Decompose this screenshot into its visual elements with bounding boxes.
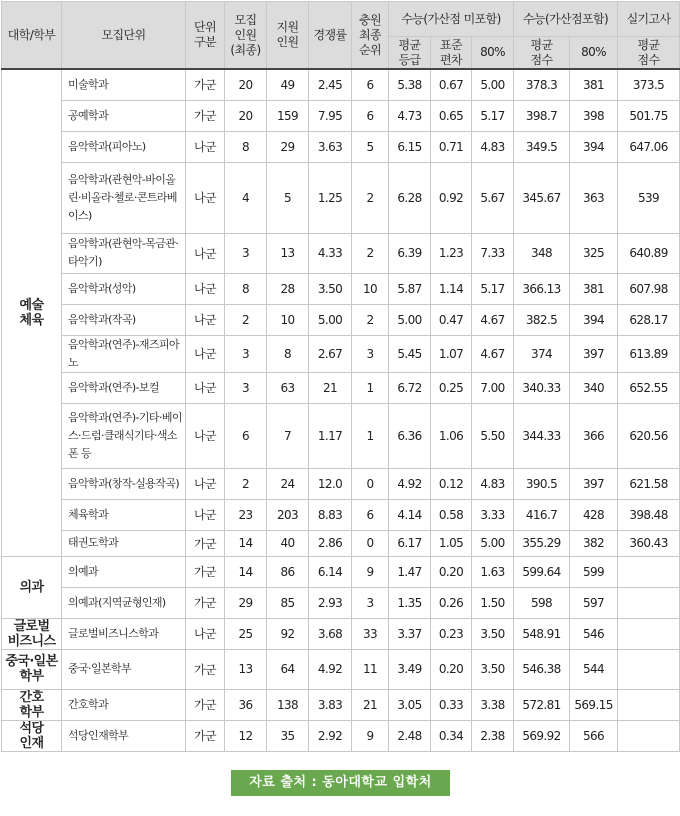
quota-cell: 2 xyxy=(225,304,267,335)
stdev-cell: 0.25 xyxy=(431,372,472,403)
quota-cell: 4 xyxy=(225,162,267,233)
quota-cell: 20 xyxy=(225,100,267,131)
header-avg-grade: 평균 등급 xyxy=(389,37,431,70)
final-rank-cell: 0 xyxy=(352,530,389,556)
avg-grade-cell: 2.48 xyxy=(389,720,431,751)
practical-cell xyxy=(618,618,680,649)
competition-cell: 1.17 xyxy=(309,403,352,468)
stdev-cell: 0.20 xyxy=(431,649,472,689)
p80b-cell: 398 xyxy=(570,100,618,131)
p80b-cell: 544 xyxy=(570,649,618,689)
table-row xyxy=(2,100,680,131)
table-body xyxy=(2,69,680,751)
p80-cell: 4.83 xyxy=(472,468,514,499)
p80-cell: 7.33 xyxy=(472,233,514,273)
group-cell: 가군 xyxy=(186,100,225,131)
avg-grade-cell: 5.38 xyxy=(389,69,431,100)
quota-cell: 13 xyxy=(225,649,267,689)
stdev-cell: 0.33 xyxy=(431,689,472,720)
group-cell: 나군 xyxy=(186,403,225,468)
group-cell: 나군 xyxy=(186,499,225,530)
header-stdev: 표준 편차 xyxy=(431,37,472,70)
quota-cell: 8 xyxy=(225,273,267,304)
practical-cell: 501.75 xyxy=(618,100,680,131)
header-avg-score-practical: 평균 점수 xyxy=(618,37,680,70)
table-row xyxy=(2,499,680,530)
stdev-cell: 1.23 xyxy=(431,233,472,273)
practical-cell xyxy=(618,587,680,618)
practical-cell: 613.89 xyxy=(618,335,680,372)
stdev-cell: 1.07 xyxy=(431,335,472,372)
competition-cell: 4.92 xyxy=(309,649,352,689)
applicants-cell: 203 xyxy=(267,499,309,530)
stdev-cell: 0.67 xyxy=(431,69,472,100)
practical-cell: 398.48 xyxy=(618,499,680,530)
stdev-cell: 0.20 xyxy=(431,556,472,587)
avg-score-cell: 349.5 xyxy=(514,131,570,162)
avg-grade-cell: 4.73 xyxy=(389,100,431,131)
quota-cell: 23 xyxy=(225,499,267,530)
practical-cell: 640.89 xyxy=(618,233,680,273)
unit-cell: 공예학과 xyxy=(62,100,186,131)
avg-score-cell: 390.5 xyxy=(514,468,570,499)
practical-cell: 628.17 xyxy=(618,304,680,335)
final-rank-cell: 5 xyxy=(352,131,389,162)
unit-cell: 음악학과(연주)-보컬 xyxy=(62,372,186,403)
unit-cell: 음악학과(연주)-재즈피아노 xyxy=(62,335,186,372)
quota-cell: 6 xyxy=(225,403,267,468)
p80-cell: 5.00 xyxy=(472,69,514,100)
header-suneung-excl: 수능(가산점 미포함) xyxy=(389,2,514,37)
quota-cell: 25 xyxy=(225,618,267,649)
p80-cell: 5.50 xyxy=(472,403,514,468)
avg-score-cell: 374 xyxy=(514,335,570,372)
stdev-cell: 0.26 xyxy=(431,587,472,618)
quota-cell: 36 xyxy=(225,689,267,720)
competition-cell: 2.92 xyxy=(309,720,352,751)
avg-grade-cell: 3.49 xyxy=(389,649,431,689)
header-applicants: 지원 인원 xyxy=(267,2,309,70)
applicants-cell: 29 xyxy=(267,131,309,162)
table-row xyxy=(2,304,680,335)
unit-cell: 음악학과(피아노) xyxy=(62,131,186,162)
table-row xyxy=(2,233,680,273)
stdev-cell: 0.71 xyxy=(431,131,472,162)
avg-grade-cell: 4.92 xyxy=(389,468,431,499)
final-rank-cell: 0 xyxy=(352,468,389,499)
group-cell: 가군 xyxy=(186,530,225,556)
group-cell: 가군 xyxy=(186,689,225,720)
final-rank-cell: 33 xyxy=(352,618,389,649)
group-cell: 가군 xyxy=(186,556,225,587)
p80b-cell: 366 xyxy=(570,403,618,468)
applicants-cell: 24 xyxy=(267,468,309,499)
group-cell: 나군 xyxy=(186,372,225,403)
applicants-cell: 64 xyxy=(267,649,309,689)
final-rank-cell: 6 xyxy=(352,69,389,100)
group-cell: 나군 xyxy=(186,304,225,335)
competition-cell: 2.67 xyxy=(309,335,352,372)
header-group: 단위 구분 xyxy=(186,2,225,70)
final-rank-cell: 3 xyxy=(352,587,389,618)
table-row xyxy=(2,556,680,587)
p80b-cell: 363 xyxy=(570,162,618,233)
avg-score-cell: 398.7 xyxy=(514,100,570,131)
table-row xyxy=(2,720,680,751)
p80b-cell: 599 xyxy=(570,556,618,587)
avg-score-cell: 569.92 xyxy=(514,720,570,751)
p80b-cell: 569.15 xyxy=(570,689,618,720)
stdev-cell: 0.58 xyxy=(431,499,472,530)
p80b-cell: 382 xyxy=(570,530,618,556)
avg-grade-cell: 6.36 xyxy=(389,403,431,468)
p80-cell: 2.38 xyxy=(472,720,514,751)
practical-cell: 360.43 xyxy=(618,530,680,556)
stdev-cell: 1.06 xyxy=(431,403,472,468)
competition-cell: 1.25 xyxy=(309,162,352,233)
final-rank-cell: 2 xyxy=(352,304,389,335)
competition-cell: 3.50 xyxy=(309,273,352,304)
stdev-cell: 0.92 xyxy=(431,162,472,233)
college-cell: 글로벌 비즈니스 xyxy=(2,618,62,649)
avg-grade-cell: 6.17 xyxy=(389,530,431,556)
quota-cell: 3 xyxy=(225,335,267,372)
competition-cell: 5.00 xyxy=(309,304,352,335)
applicants-cell: 7 xyxy=(267,403,309,468)
college-cell: 간호 학부 xyxy=(2,689,62,720)
header-quota: 모집 인원 (최종) xyxy=(225,2,267,70)
unit-cell: 음악학과(관현악-바이올린·비올라·첼로·콘트라베이스) xyxy=(62,162,186,233)
header-college: 대학/학부 xyxy=(2,2,62,70)
applicants-cell: 5 xyxy=(267,162,309,233)
college-cell: 예술 체육 xyxy=(2,69,62,556)
avg-grade-cell: 6.15 xyxy=(389,131,431,162)
avg-grade-cell: 1.47 xyxy=(389,556,431,587)
unit-cell: 석당인재학부 xyxy=(62,720,186,751)
practical-cell: 647.06 xyxy=(618,131,680,162)
avg-score-cell: 345.67 xyxy=(514,162,570,233)
p80b-cell: 566 xyxy=(570,720,618,751)
p80-cell: 3.38 xyxy=(472,689,514,720)
final-rank-cell: 2 xyxy=(352,233,389,273)
applicants-cell: 28 xyxy=(267,273,309,304)
p80b-cell: 397 xyxy=(570,335,618,372)
avg-grade-cell: 6.39 xyxy=(389,233,431,273)
practical-cell: 373.5 xyxy=(618,69,680,100)
final-rank-cell: 10 xyxy=(352,273,389,304)
competition-cell: 4.33 xyxy=(309,233,352,273)
practical-cell xyxy=(618,720,680,751)
table-row xyxy=(2,689,680,720)
p80b-cell: 428 xyxy=(570,499,618,530)
table-row xyxy=(2,335,680,372)
quota-cell: 14 xyxy=(225,530,267,556)
stdev-cell: 0.47 xyxy=(431,304,472,335)
group-cell: 나군 xyxy=(186,131,225,162)
practical-cell xyxy=(618,689,680,720)
applicants-cell: 40 xyxy=(267,530,309,556)
unit-cell: 음악학과(성악) xyxy=(62,273,186,304)
practical-cell: 621.58 xyxy=(618,468,680,499)
avg-score-cell: 598 xyxy=(514,587,570,618)
competition-cell: 6.14 xyxy=(309,556,352,587)
header-practical: 실기고사 xyxy=(618,2,680,37)
applicants-cell: 85 xyxy=(267,587,309,618)
p80b-cell: 381 xyxy=(570,273,618,304)
avg-score-cell: 355.29 xyxy=(514,530,570,556)
avg-grade-cell: 6.28 xyxy=(389,162,431,233)
avg-score-cell: 378.3 xyxy=(514,69,570,100)
group-cell: 나군 xyxy=(186,468,225,499)
group-cell: 나군 xyxy=(186,273,225,304)
p80b-cell: 394 xyxy=(570,304,618,335)
p80-cell: 5.17 xyxy=(472,273,514,304)
avg-score-cell: 548.91 xyxy=(514,618,570,649)
avg-grade-cell: 1.35 xyxy=(389,587,431,618)
avg-grade-cell: 4.14 xyxy=(389,499,431,530)
p80b-cell: 394 xyxy=(570,131,618,162)
stdev-cell: 1.14 xyxy=(431,273,472,304)
p80-cell: 1.50 xyxy=(472,587,514,618)
group-cell: 나군 xyxy=(186,233,225,273)
p80b-cell: 340 xyxy=(570,372,618,403)
final-rank-cell: 1 xyxy=(352,403,389,468)
p80b-cell: 546 xyxy=(570,618,618,649)
practical-cell: 620.56 xyxy=(618,403,680,468)
header-final-rank: 충원 최종 순위 xyxy=(352,2,389,70)
competition-cell: 2.86 xyxy=(309,530,352,556)
college-cell: 석당 인재 xyxy=(2,720,62,751)
avg-score-cell: 382.5 xyxy=(514,304,570,335)
header-p80b: 80% xyxy=(570,37,618,70)
table-row xyxy=(2,649,680,689)
avg-score-cell: 340.33 xyxy=(514,372,570,403)
header-unit: 모집단위 xyxy=(62,2,186,70)
final-rank-cell: 6 xyxy=(352,499,389,530)
quota-cell: 29 xyxy=(225,587,267,618)
table-row xyxy=(2,372,680,403)
avg-score-cell: 572.81 xyxy=(514,689,570,720)
p80-cell: 4.67 xyxy=(472,304,514,335)
group-cell: 가군 xyxy=(186,587,225,618)
avg-grade-cell: 5.87 xyxy=(389,273,431,304)
competition-cell: 3.83 xyxy=(309,689,352,720)
final-rank-cell: 21 xyxy=(352,689,389,720)
final-rank-cell: 9 xyxy=(352,720,389,751)
quota-cell: 3 xyxy=(225,233,267,273)
final-rank-cell: 2 xyxy=(352,162,389,233)
stdev-cell: 0.23 xyxy=(431,618,472,649)
p80-cell: 3.50 xyxy=(472,649,514,689)
group-cell: 가군 xyxy=(186,720,225,751)
p80-cell: 4.83 xyxy=(472,131,514,162)
p80-cell: 4.67 xyxy=(472,335,514,372)
stdev-cell: 0.12 xyxy=(431,468,472,499)
competition-cell: 3.63 xyxy=(309,131,352,162)
p80b-cell: 325 xyxy=(570,233,618,273)
table-row xyxy=(2,618,680,649)
table-row xyxy=(2,162,680,233)
p80b-cell: 381 xyxy=(570,69,618,100)
table-row xyxy=(2,69,680,100)
practical-cell xyxy=(618,556,680,587)
p80-cell: 5.17 xyxy=(472,100,514,131)
source-caption: 자료 출처 : 동아대학교 입학처 xyxy=(231,770,450,796)
p80-cell: 3.33 xyxy=(472,499,514,530)
unit-cell: 미술학과 xyxy=(62,69,186,100)
group-cell: 가군 xyxy=(186,69,225,100)
header-avg-score: 평균 점수 xyxy=(514,37,570,70)
applicants-cell: 8 xyxy=(267,335,309,372)
competition-cell: 21 xyxy=(309,372,352,403)
competition-cell: 3.68 xyxy=(309,618,352,649)
final-rank-cell: 6 xyxy=(352,100,389,131)
unit-cell: 중국·일본학부 xyxy=(62,649,186,689)
header-suneung-incl: 수능(가산점포함) xyxy=(514,2,618,37)
practical-cell xyxy=(618,649,680,689)
applicants-cell: 49 xyxy=(267,69,309,100)
avg-grade-cell: 5.00 xyxy=(389,304,431,335)
competition-cell: 2.93 xyxy=(309,587,352,618)
avg-grade-cell: 3.37 xyxy=(389,618,431,649)
unit-cell: 간호학과 xyxy=(62,689,186,720)
applicants-cell: 35 xyxy=(267,720,309,751)
avg-score-cell: 416.7 xyxy=(514,499,570,530)
college-cell: 의과 xyxy=(2,556,62,618)
applicants-cell: 92 xyxy=(267,618,309,649)
competition-cell: 8.83 xyxy=(309,499,352,530)
unit-cell: 음악학과(작곡) xyxy=(62,304,186,335)
avg-score-cell: 348 xyxy=(514,233,570,273)
applicants-cell: 86 xyxy=(267,556,309,587)
final-rank-cell: 11 xyxy=(352,649,389,689)
admission-results-table xyxy=(1,1,680,752)
quota-cell: 14 xyxy=(225,556,267,587)
avg-score-cell: 344.33 xyxy=(514,403,570,468)
final-rank-cell: 9 xyxy=(352,556,389,587)
avg-score-cell: 366.13 xyxy=(514,273,570,304)
header-competition: 경쟁률 xyxy=(309,2,352,70)
group-cell: 가군 xyxy=(186,649,225,689)
p80b-cell: 597 xyxy=(570,587,618,618)
table-row xyxy=(2,403,680,468)
applicants-cell: 13 xyxy=(267,233,309,273)
college-cell: 중국·일본 학부 xyxy=(2,649,62,689)
unit-cell: 음악학과(연주)-기타·베이스·드럼·클래식기타·색소폰 등 xyxy=(62,403,186,468)
avg-grade-cell: 6.72 xyxy=(389,372,431,403)
competition-cell: 12.0 xyxy=(309,468,352,499)
final-rank-cell: 1 xyxy=(352,372,389,403)
applicants-cell: 159 xyxy=(267,100,309,131)
p80-cell: 1.63 xyxy=(472,556,514,587)
table-row xyxy=(2,273,680,304)
practical-cell: 607.98 xyxy=(618,273,680,304)
quota-cell: 12 xyxy=(225,720,267,751)
unit-cell: 음악학과(창작-실용작곡) xyxy=(62,468,186,499)
unit-cell: 체육학과 xyxy=(62,499,186,530)
unit-cell: 의예과(지역균형인재) xyxy=(62,587,186,618)
practical-cell: 539 xyxy=(618,162,680,233)
stdev-cell: 0.34 xyxy=(431,720,472,751)
final-rank-cell: 3 xyxy=(352,335,389,372)
quota-cell: 3 xyxy=(225,372,267,403)
avg-grade-cell: 3.05 xyxy=(389,689,431,720)
header-p80: 80% xyxy=(472,37,514,70)
table-row xyxy=(2,131,680,162)
group-cell: 나군 xyxy=(186,335,225,372)
unit-cell: 음악학과(관현악-목금관·타악기) xyxy=(62,233,186,273)
p80-cell: 5.67 xyxy=(472,162,514,233)
practical-cell: 652.55 xyxy=(618,372,680,403)
p80-cell: 5.00 xyxy=(472,530,514,556)
stdev-cell: 1.05 xyxy=(431,530,472,556)
group-cell: 나군 xyxy=(186,618,225,649)
applicants-cell: 63 xyxy=(267,372,309,403)
avg-grade-cell: 5.45 xyxy=(389,335,431,372)
quota-cell: 8 xyxy=(225,131,267,162)
competition-cell: 7.95 xyxy=(309,100,352,131)
avg-score-cell: 546.38 xyxy=(514,649,570,689)
applicants-cell: 10 xyxy=(267,304,309,335)
p80-cell: 7.00 xyxy=(472,372,514,403)
table-row xyxy=(2,468,680,499)
unit-cell: 태권도학과 xyxy=(62,530,186,556)
stdev-cell: 0.65 xyxy=(431,100,472,131)
quota-cell: 20 xyxy=(225,69,267,100)
table-row xyxy=(2,587,680,618)
unit-cell: 글로벌비즈니스학과 xyxy=(62,618,186,649)
table-row xyxy=(2,530,680,556)
avg-score-cell: 599.64 xyxy=(514,556,570,587)
p80-cell: 3.50 xyxy=(472,618,514,649)
quota-cell: 2 xyxy=(225,468,267,499)
group-cell: 나군 xyxy=(186,162,225,233)
applicants-cell: 138 xyxy=(267,689,309,720)
unit-cell: 의예과 xyxy=(62,556,186,587)
p80b-cell: 397 xyxy=(570,468,618,499)
competition-cell: 2.45 xyxy=(309,69,352,100)
